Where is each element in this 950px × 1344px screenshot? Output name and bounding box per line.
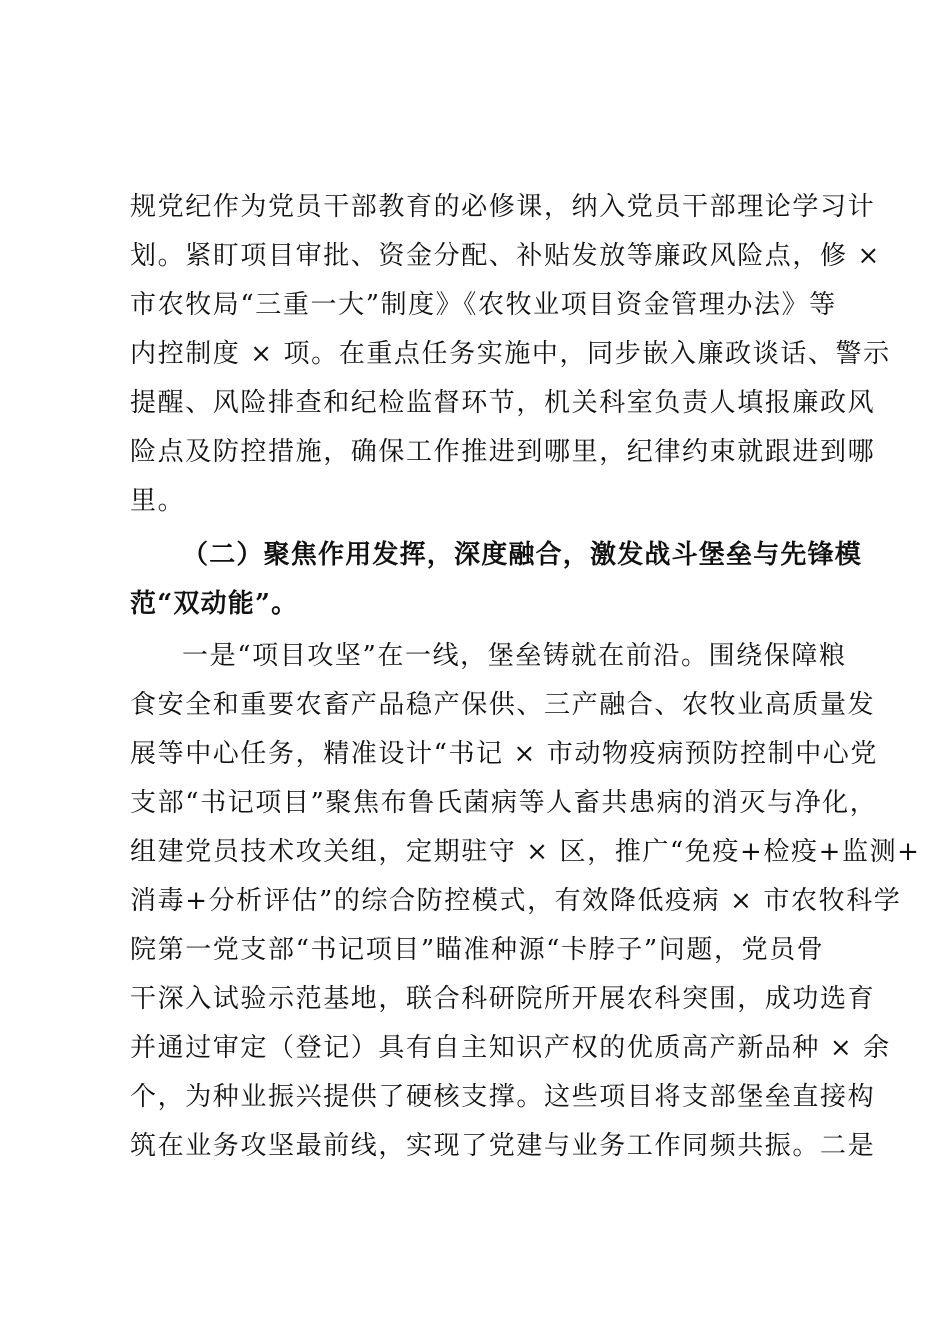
body-text-line: 里。 (130, 486, 186, 516)
body-text-line: 提醒、风险排查和纪检监督环节，机关科室负责人填报廉政风 (130, 388, 876, 418)
body-text-line: 个，为种业振兴提供了硬核支撑。这些项目将支部堡垒直接构 (130, 1082, 876, 1112)
body-text-line: 一是“项目攻坚”在一线，堡垒铸就在前沿。围绕保障粮 (182, 641, 847, 671)
body-text-line: 险点及防控措施，确保工作推进到哪里，纪律约束就跟进到哪 (130, 437, 876, 467)
section-heading-continued: 范“双动能”。 (130, 589, 299, 619)
body-text-line: 划。紧盯项目审批、资金分配、补贴发放等廉政风险点，修 × (130, 241, 881, 271)
body-text-line: 并通过审定（登记）具有自主知识产权的优质高产新品种 × 余 (130, 1033, 891, 1063)
body-text-line: 市农牧局“三重一大”制度》《农牧业项目资金管理办法》等 (130, 290, 837, 320)
body-text-line: 食安全和重要农畜产品稳产保供、三产融合、农牧业高质量发 (130, 690, 876, 720)
body-text-line: 内控制度 × 项。在重点任务实施中，同步嵌入廉政谈话、警示 (130, 339, 891, 369)
body-text-line: 筑在业务攻坚最前线，实现了党建与业务工作同频共振。二是 (130, 1131, 876, 1161)
body-text-line: 干深入试验示范基地，联合科研院所开展农科突围，成功选育 (130, 984, 876, 1014)
body-text-line: 院第一党支部“书记项目”瞄准种源“卡脖子”问题，党员骨 (130, 935, 825, 965)
body-text-line: 支部“书记项目”聚焦布鲁氏菌病等人畜共患病的消灭与净化， (130, 788, 878, 818)
body-text-line: 组建党员技术攻关组，定期驻守 × 区，推广“免疫+检疫+监测+ (130, 837, 921, 867)
body-text-line: 展等中心任务，精准设计“书记 × 市动物疫病预防控制中心党 (130, 739, 879, 769)
body-text-line: 规党纪作为党员干部教育的必修课，纳入党员干部理论学习计 (130, 192, 876, 222)
body-text-line: 消毒+分析评估”的综合防控模式，有效降低疫病 × 市农牧科学 (130, 886, 902, 916)
section-heading: （二）聚焦作用发挥，深度融合，激发战斗堡垒与先锋模 (182, 540, 863, 570)
